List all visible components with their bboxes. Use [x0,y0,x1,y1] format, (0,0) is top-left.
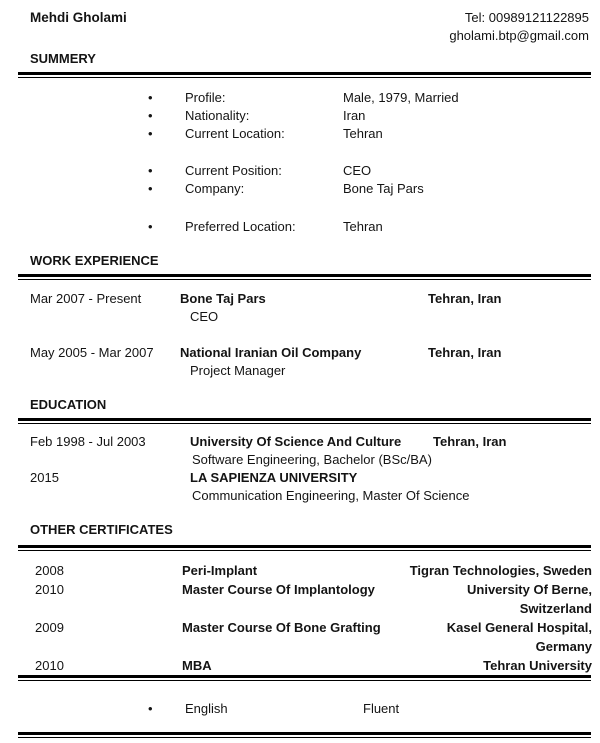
language-row [0,700,600,718]
summary-group-3 [0,218,600,236]
divider-rule [18,418,591,424]
entry-location: Tehran, Iran [428,291,502,306]
divider-rule [18,274,591,280]
section-title-summary: SUMMERY [30,51,96,66]
cert-year: 2008 [35,563,64,578]
summary-group-1 [0,89,600,143]
summary-item [0,162,600,180]
entry-role: CEO [190,309,219,324]
summary-item [0,89,600,107]
contact-email: gholami.btp@gmail.com [449,28,589,43]
work-entry [0,344,600,380]
cert-name: Peri-Implant [182,563,258,578]
entry-company: National Iranian Oil Company [180,345,362,360]
resume-header [0,0,600,45]
candidate-name: Mehdi Gholami [30,10,127,25]
language-level: Fluent [363,701,400,716]
certificate-row [0,561,600,580]
item-value: Male, 1979, Married [343,90,459,105]
education-entry [0,469,600,505]
item-value: Tehran [343,219,383,234]
language-name: English [185,701,228,716]
summary-item [0,107,600,125]
certificates-table [0,561,600,675]
entry-dates: Feb 1998 - Jul 2003 [30,434,146,449]
item-value: CEO [343,163,372,178]
item-label: Current Location: [185,126,285,141]
education-entry-header [0,433,600,451]
item-label: Current Position: [185,163,282,178]
education-entry [0,433,600,469]
section-title-certificates: OTHER CERTIFICATES [30,522,173,537]
cert-name: Master Course Of Implantology [182,582,375,597]
entry-dates: 2015 [30,470,59,485]
item-value: Tehran [343,126,383,141]
item-label: Profile: [185,90,226,105]
education-block [0,433,600,505]
bullet-icon: • [148,701,153,716]
certificate-row [0,656,600,675]
work-entry [0,290,600,326]
summary-group-2 [0,162,600,198]
entry-location: Tehran, Iran [428,345,502,360]
divider-rule [18,675,591,681]
bullet-icon: • [148,126,153,141]
summary-item [0,125,600,143]
section-title-education: EDUCATION [30,397,107,412]
item-label: Preferred Location: [185,219,296,234]
entry-dates: May 2005 - Mar 2007 [30,345,154,360]
item-label: Company: [185,181,245,196]
divider-rule [18,732,591,738]
entry-company: Bone Taj Pars [180,291,266,306]
education-entry-header [0,469,600,487]
cert-institution: Tehran University [483,658,592,673]
item-value: Iran [343,108,366,123]
entry-school: University Of Science And Culture [190,434,402,449]
entry-school: LA SAPIENZA UNIVERSITY [190,470,358,485]
entry-degree: Communication Engineering, Master Of Science [192,488,470,503]
certificate-row [0,580,600,618]
cert-institution: Kasel General Hospital, Germany [446,620,592,654]
work-entry-header [0,344,600,362]
entry-degree: Software Engineering, Bachelor (BSc/BA) [192,452,432,467]
bullet-icon: • [148,90,153,105]
work-entry-header [0,290,600,308]
bullet-icon: • [148,219,153,234]
cert-name: MBA [182,658,212,673]
cert-institution: University Of Berne, Switzerland [467,582,592,616]
cert-institution: Tigran Technologies, Sweden [409,563,592,578]
contact-tel: Tel: 00989121122895 [464,10,589,25]
cert-year: 2009 [35,620,64,635]
bullet-icon: • [148,181,153,196]
item-label: Nationality: [185,108,250,123]
cert-name: Master Course Of Bone Grafting [182,620,381,635]
entry-location: Tehran, Iran [433,434,507,449]
section-title-work-experience: WORK EXPERIENCE [30,253,159,268]
cert-year: 2010 [35,582,64,597]
contact-block [449,9,589,45]
divider-rule [18,72,591,78]
entry-dates: Mar 2007 - Present [30,291,142,306]
summary-item [0,218,600,236]
cert-year: 2010 [35,658,64,673]
certificate-row [0,618,600,656]
bullet-icon: • [148,163,153,178]
bullet-icon: • [148,108,153,123]
entry-role: Project Manager [190,363,286,378]
summary-item [0,180,600,198]
item-value: Bone Taj Pars [343,181,424,196]
divider-rule [18,545,591,551]
